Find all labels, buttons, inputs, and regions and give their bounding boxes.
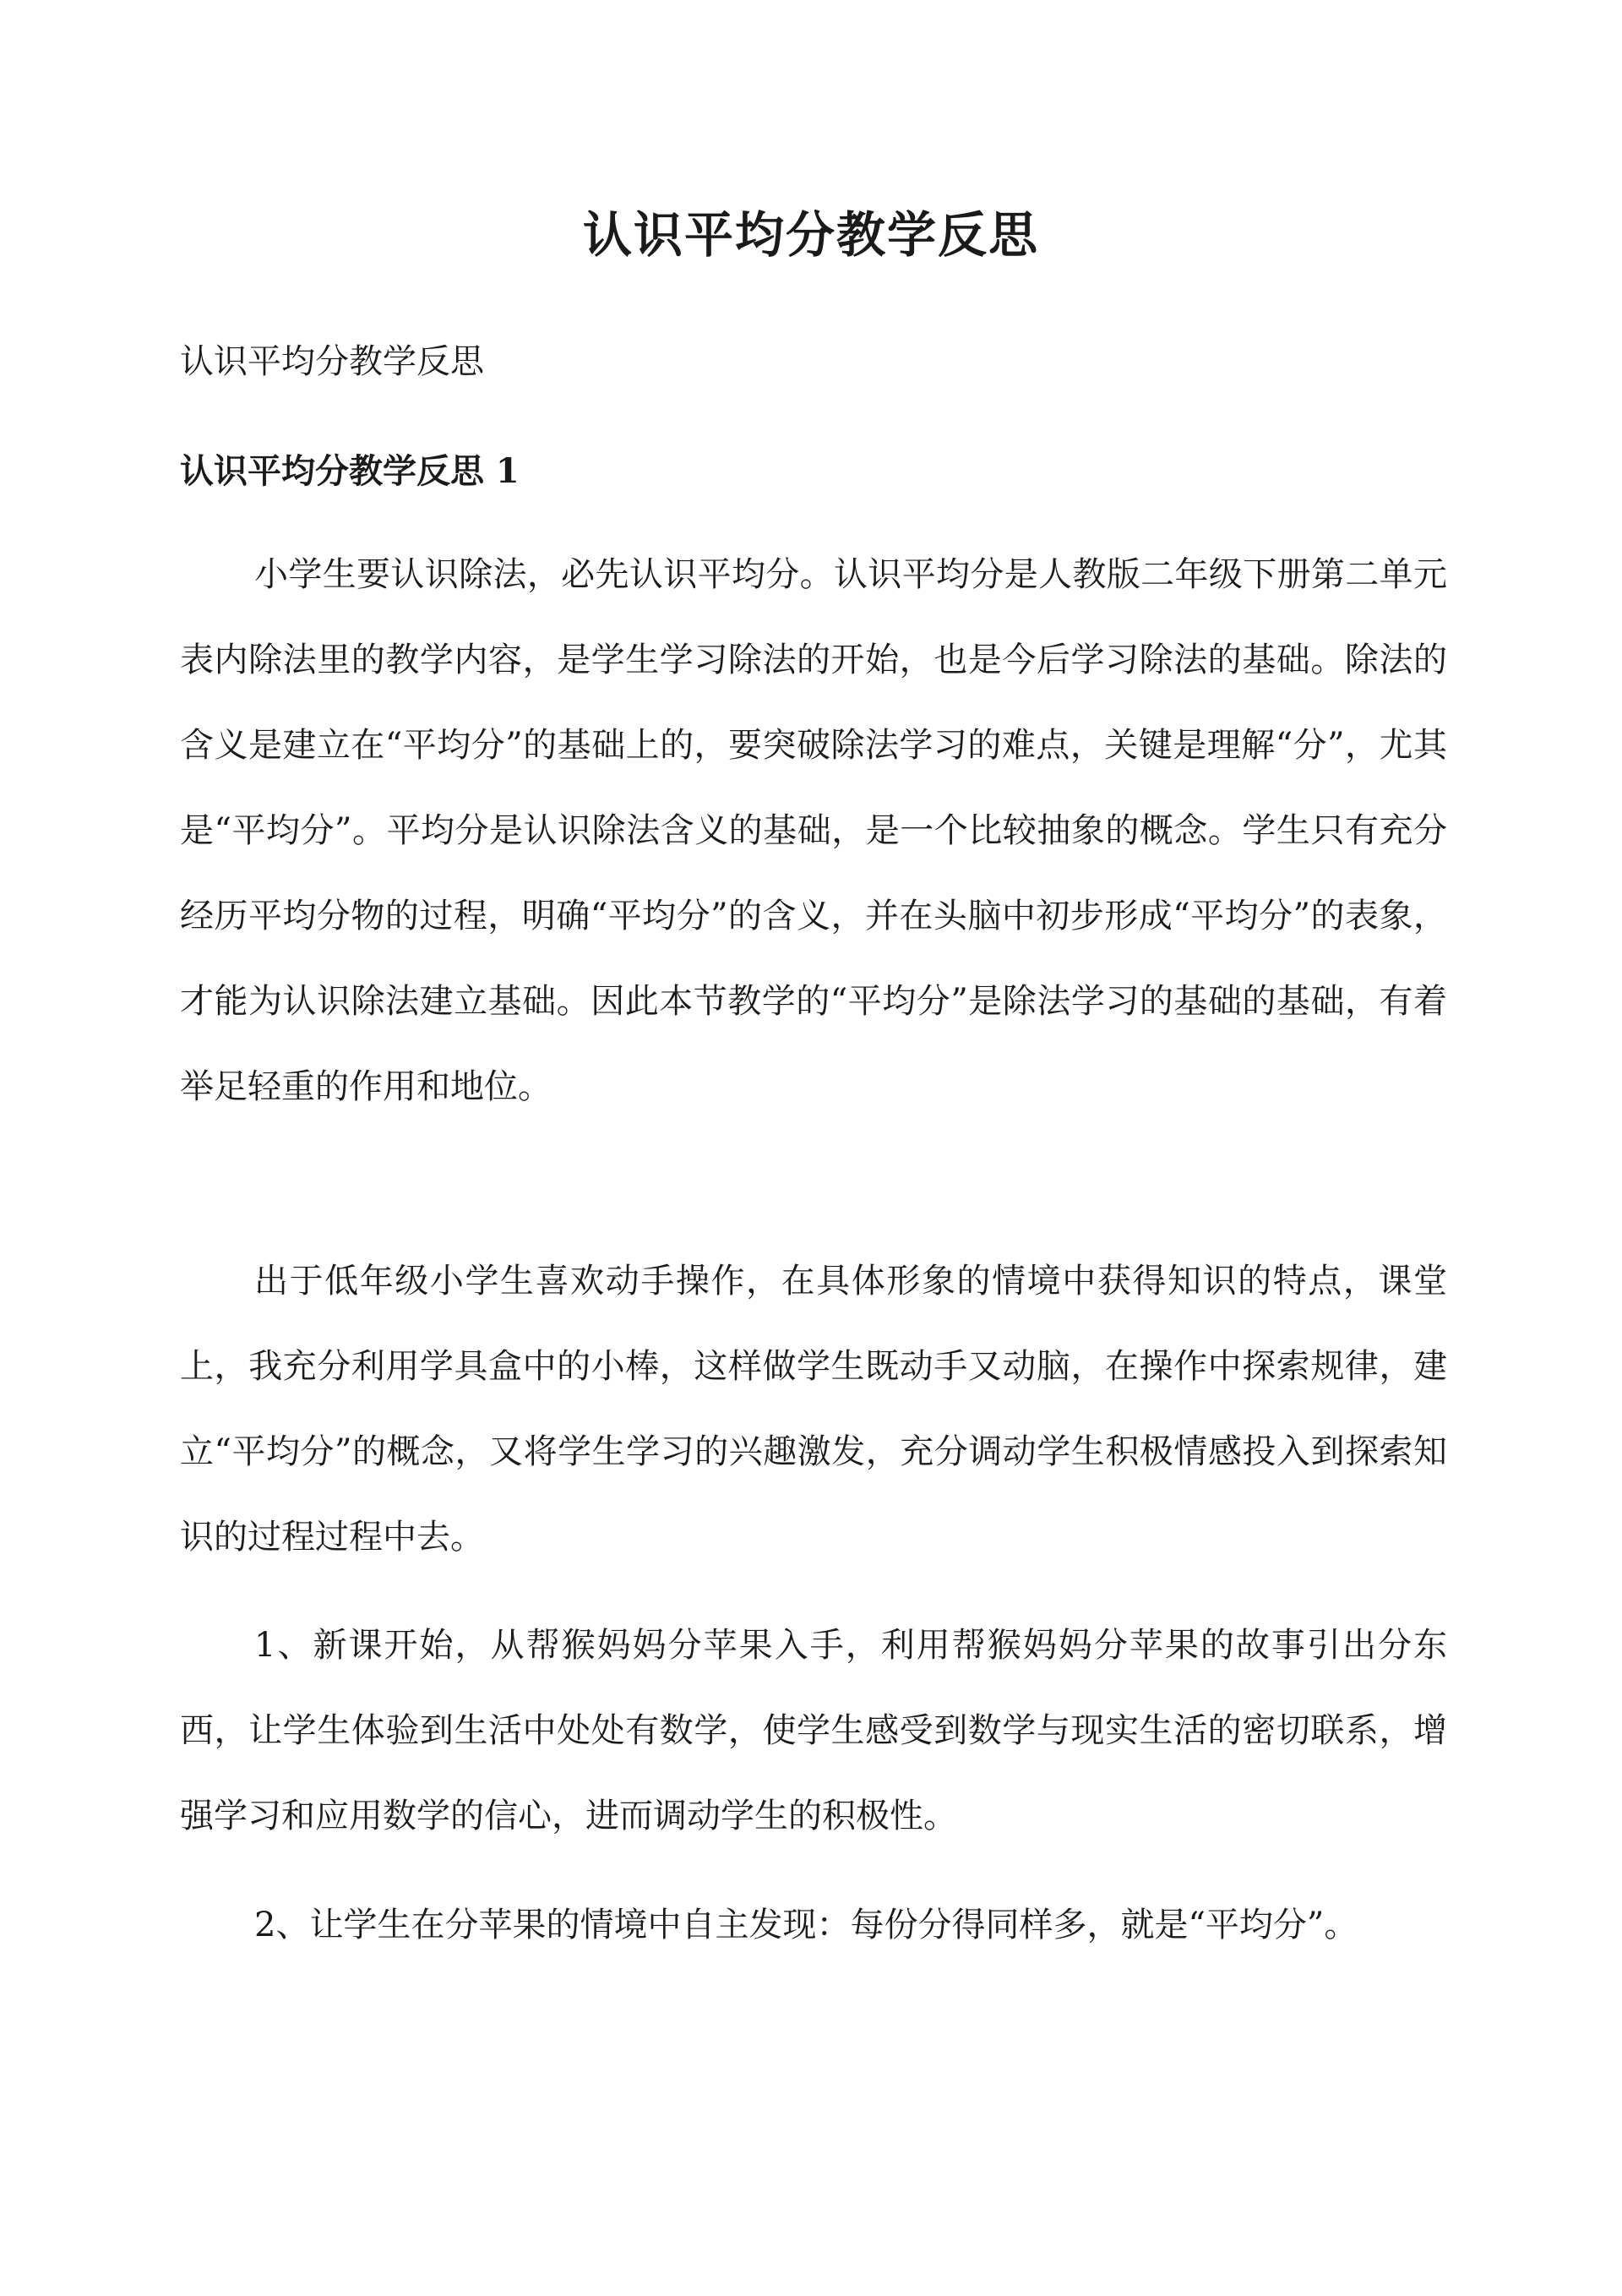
body-paragraph-1: 小学生要认识除法，必先认识平均分。认识平均分是人教版二年级下册第二单元表内除法里的教学内容，是学生学习除法的开始，也是今后学习除法的基础。除法的含义是建立在“平均分”的基础上的，要突破除法学习的难点，关键是理解“分”，尤其是“平均分”。平均分是认识除法含义的基础，是一个比较抽象的概念。学生只有充分经历平均分物的过程，明确“平均分”的含义，并在头脑中初步形成“平均分”的表象，才能为认识除法建立基础。因此本节教学的“平均分”是除法学习的基础的基础，有着举足轻重的作用和地位。: [180, 555, 1447, 1106]
body-paragraph-2: 出于低年级小学生喜欢动手操作，在具体形象的情境中获得知识的特点，课堂上，我充分利用学具盒中的小棒，这样做学生既动手又动脑，在操作中探索规律，建立“平均分”的概念，又将学生学习的兴趣激发，充分调动学生积极情感投入到探索知识的过程过程中去。: [180, 1262, 1447, 1557]
body-paragraph-3: 1、新课开始，从帮猴妈妈分苹果入手，利用帮猴妈妈分苹果的故事引出分东西，让学生体验到生活中处处有数学，使学生感受到数学与现实生活的密切联系，增强学习和应用数学的信心，进而调动学生的积极性。: [180, 1626, 1447, 1835]
document-title: 认识平均分教学反思: [582, 206, 1039, 264]
section-heading: 认识平均分教学反思 1: [180, 451, 520, 491]
body-paragraph-4: 2、让学生在分苹果的情境中自主发现：每份分得同样多，就是“平均分”。: [254, 1906, 1358, 1944]
document-subtitle: 认识平均分教学反思: [180, 342, 484, 381]
